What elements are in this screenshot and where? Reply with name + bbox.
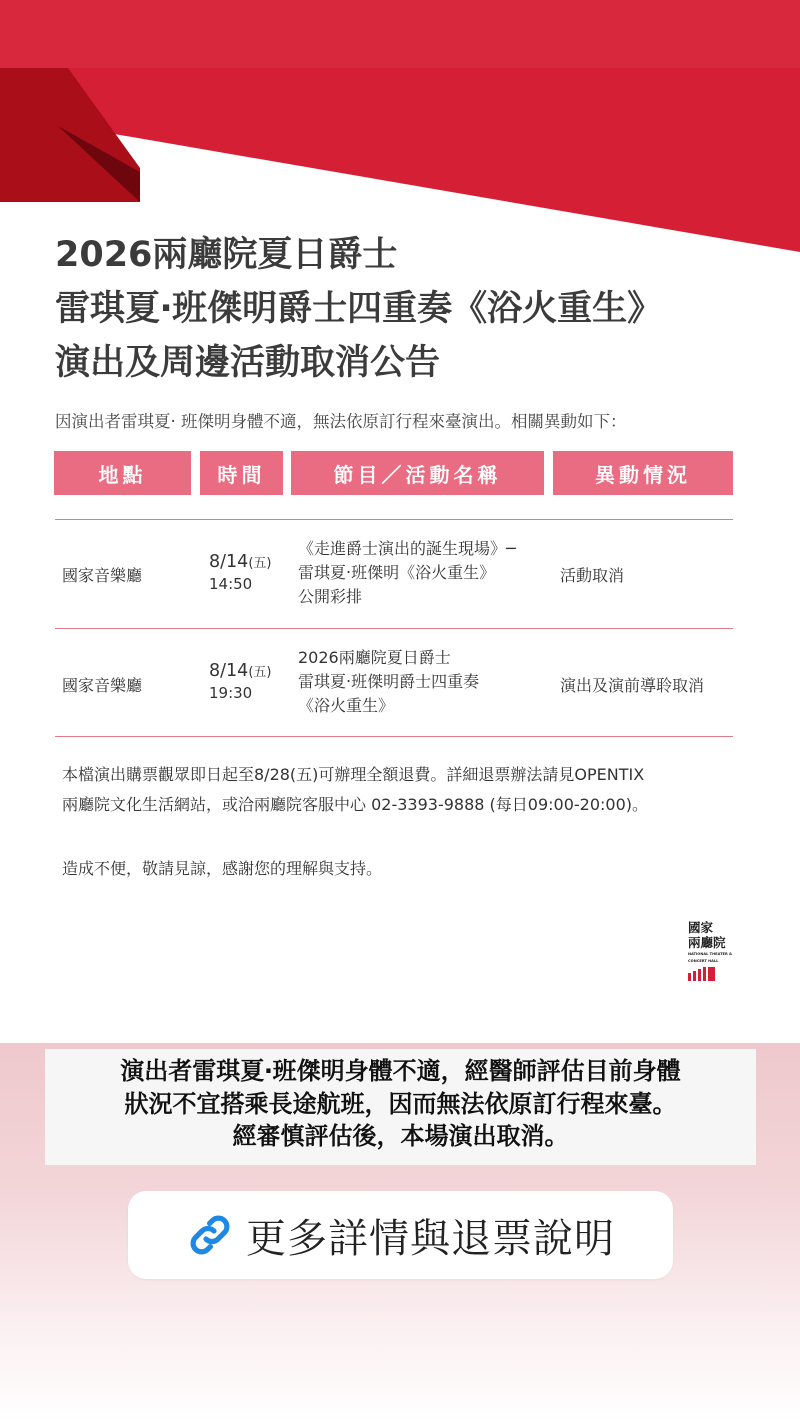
row-weekday: (五) xyxy=(248,665,272,680)
refund-line: 本檔演出購票觀眾即日起至8/28(五)可辦理全額退費。詳細退票辦法請見OPENTIX xyxy=(62,765,645,784)
details-link-button[interactable] xyxy=(128,1191,673,1279)
notice-line: 狀況不宜搭乘長途航班，因而無法依原訂行程來臺。 xyxy=(124,1089,677,1118)
header-time: 時間 xyxy=(200,451,283,495)
row-datetime xyxy=(209,552,271,593)
row-time: 14:50 xyxy=(209,575,253,593)
row-program xyxy=(298,646,479,718)
row-date: 8/14 xyxy=(209,552,249,572)
logo-zh-line: 兩廳院 xyxy=(688,935,726,950)
ntch-logo xyxy=(688,920,736,981)
title-line: 2026兩廳院夏日爵士 xyxy=(55,235,398,275)
logo-bars-icon xyxy=(688,967,718,981)
refund-note xyxy=(62,760,762,884)
header-status: 異動情況 xyxy=(553,451,733,495)
announcement-title xyxy=(55,228,775,390)
apology-text: 造成不便，敬請見諒，感謝您的理解與支持。 xyxy=(62,859,383,878)
row-divider xyxy=(55,628,733,629)
program-line: 公開彩排 xyxy=(298,587,363,606)
row-venue: 國家音樂廳 xyxy=(62,676,143,695)
row-status: 活動取消 xyxy=(560,566,625,585)
row-program xyxy=(298,537,516,609)
link-icon xyxy=(186,1211,234,1259)
program-line: 《浴火重生》 xyxy=(298,696,395,715)
details-link-label: 更多詳情與退票說明 xyxy=(246,1215,615,1262)
refund-line: 兩廳院文化生活網站，或洽兩廳院客服中心 02-3393-9888 (每日09:00-20:00)。 xyxy=(62,795,648,814)
notice-line: 經審慎評估後，本場演出取消。 xyxy=(232,1122,569,1150)
row-datetime xyxy=(209,661,271,702)
program-line: 2026兩廳院夏日爵士 xyxy=(298,648,451,667)
header-program: 節目／活動名稱 xyxy=(291,451,544,495)
row-date: 8/14 xyxy=(209,661,249,681)
row-time: 19:30 xyxy=(209,684,253,702)
row-weekday: (五) xyxy=(248,556,272,571)
title-line: 雷琪夏‧班傑明爵士四重奏《浴火重生》 xyxy=(55,289,663,329)
row-divider xyxy=(55,519,733,520)
announcement-intro: 因演出者雷琪夏‧ 班傑明身體不適，無法依原訂行程來臺演出。相關異動如下： xyxy=(55,412,627,431)
row-status: 演出及演前導聆取消 xyxy=(560,676,705,695)
row-divider xyxy=(55,736,733,737)
program-line: 雷琪夏‧班傑明《浴火重生》 xyxy=(298,563,496,582)
logo-en-line: NATIONAL THEATER & xyxy=(688,952,733,956)
program-line: 《走進爵士演出的誕生現場》─ xyxy=(298,539,516,558)
program-line: 雷琪夏‧班傑明爵士四重奏 xyxy=(298,672,480,691)
cancellation-notice xyxy=(45,1049,756,1165)
logo-zh-line: 國家 xyxy=(688,920,714,935)
notice-line: 演出者雷琪夏‧班傑明身體不適，經醫師評估目前身體 xyxy=(120,1057,681,1085)
header-venue: 地點 xyxy=(54,451,191,495)
title-line: 演出及周邊活動取消公告 xyxy=(55,343,441,383)
logo-en-line: CONCERT HALL xyxy=(688,958,719,963)
row-venue: 國家音樂廳 xyxy=(62,566,143,585)
header-decoration xyxy=(0,0,800,260)
